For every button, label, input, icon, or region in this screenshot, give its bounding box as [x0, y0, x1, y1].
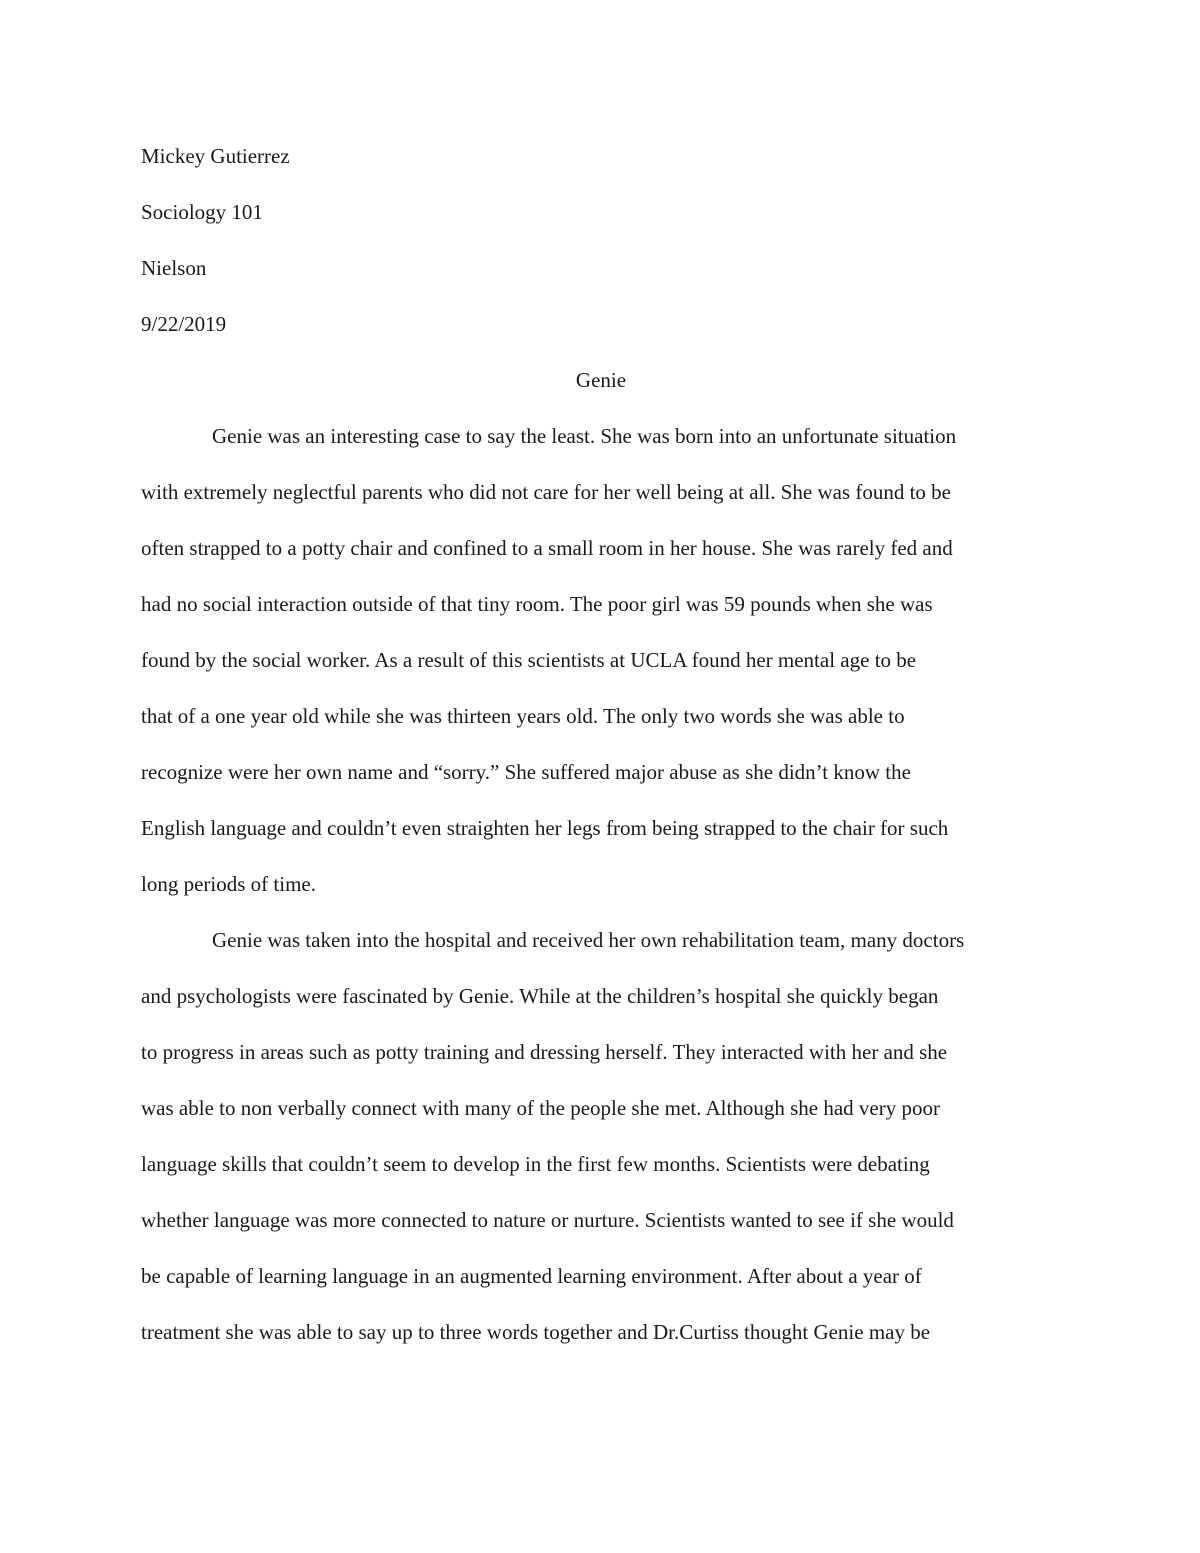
- course-name: Sociology 101: [141, 200, 263, 224]
- paragraph-line: found by the social worker. As a result of this scientists at UCLA found her mental age to be: [141, 648, 917, 672]
- paragraph-line: Genie was an interesting case to say the least. She was born into an unfortunate situation: [212, 424, 957, 448]
- paragraph-line: with extremely neglectful parents who did not care for her well being at all. She was found to be: [141, 480, 951, 504]
- paragraph-line: Genie was taken into the hospital and received her own rehabilitation team, many doctors: [212, 928, 965, 952]
- instructor-name: Nielson: [141, 256, 207, 280]
- author-name: Mickey Gutierrez: [141, 144, 290, 168]
- document-header: [141, 128, 1061, 352]
- paragraph-line: had no social interaction outside of that tiny room. The poor girl was 59 pounds when she was: [141, 592, 933, 616]
- paragraph-line: treatment she was able to say up to three words together and Dr.Curtiss thought Genie may be: [141, 1320, 931, 1344]
- paragraph-line: whether language was more connected to nature or nurture. Scientists wanted to see if she would: [141, 1208, 954, 1232]
- paragraph-line: often strapped to a potty chair and confined to a small room in her house. She was rarely fed and: [141, 536, 953, 560]
- document-title: Genie: [575, 368, 627, 392]
- paragraph-line: language skills that couldn’t seem to develop in the first few months. Scientists were debating: [141, 1152, 930, 1176]
- paragraph-1: [141, 408, 1061, 912]
- paragraph-line: to progress in areas such as potty training and dressing herself. They interacted with her and she: [141, 1040, 948, 1064]
- paragraph-2: [141, 912, 1061, 1360]
- paragraph-line: and psychologists were fascinated by Genie. While at the children’s hospital she quickly began: [141, 984, 939, 1008]
- paragraph-line: be capable of learning language in an augmented learning environment. After about a year of: [141, 1264, 922, 1288]
- paragraph-line: English language and couldn’t even straighten her legs from being strapped to the chair for such: [141, 816, 949, 840]
- paragraph-line: was able to non verbally connect with many of the people she met. Although she had very poor: [141, 1096, 940, 1120]
- document-date: 9/22/2019: [141, 312, 227, 336]
- paragraph-line: that of a one year old while she was thirteen years old. The only two words she was able to: [141, 704, 905, 728]
- document-body: [141, 408, 1061, 1360]
- paragraph-line: long periods of time.: [141, 872, 316, 896]
- paragraph-line: recognize were her own name and “sorry.” She suffered major abuse as she didn’t know the: [141, 760, 911, 784]
